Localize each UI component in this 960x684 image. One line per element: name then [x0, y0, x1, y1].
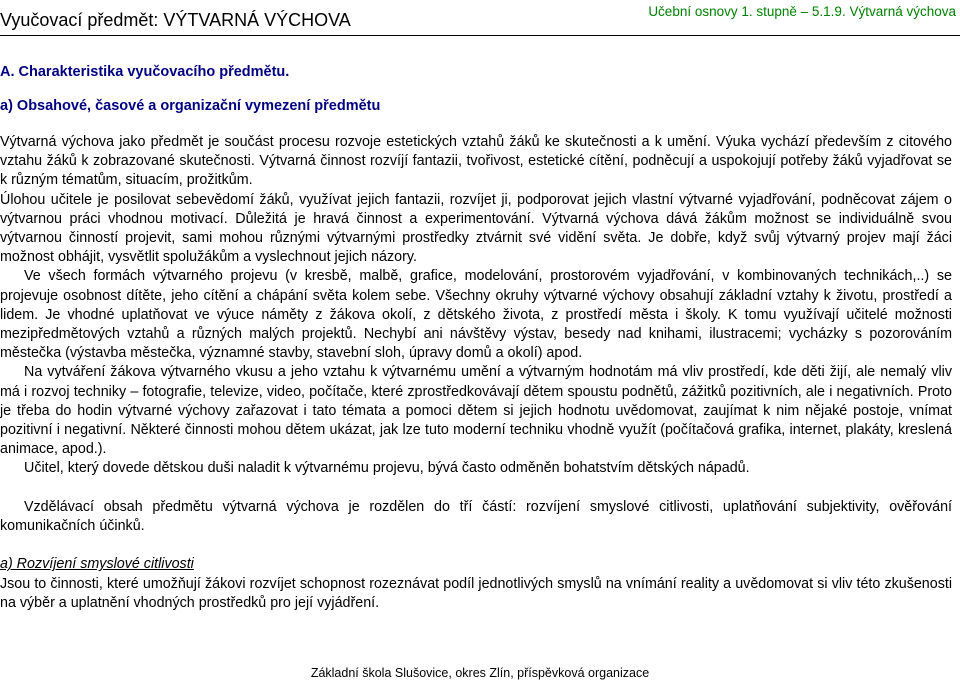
document-body [0, 133, 952, 613]
paragraph: Jsou to činnosti, které umožňují žákovi rozvíjet schopnost rozeznávat podíl jednotlivých smyslů na vnímání reality a uvědomovat si vliv této zkušenosti na výběr a uplatnění vhodných prostředků pro její vyjádření. [0, 575, 952, 611]
paragraph: Na vytváření žákova výtvarného vkusu a jeho vztahu k výtvarnému umění a výtvarným hodnotám má vliv prostředí, kde děti žijí, ale nemalý vliv má i rozvoj techniky – fotografie, televize, video, počítače, které zprostředkovávají dětem spoustu podnětů, zážitků pozitivních, ale i negativních. Proto je třeba do hodin výtvarné výchovy zařazovat i tato témata a pomoci dětem si jejich hodnotu uvědomovat, zaujímat k nim nějaké postoje, vnímat pozitivní i negativní. Některé činnosti mohou dětem ukázat, jak lze tuto moderní techniku vhodně využít (počítačová grafika, internet, plakáty, kreslená animace, apod.). [0, 364, 952, 458]
subject-title: Vyučovací předmět: VÝTVARNÁ VÝCHOVA [0, 10, 351, 30]
paragraph: Výtvarná výchova jako předmět je součást procesu rozvoje estetických vztahů žáků ke skutečnosti a k umění. Výuka vychází především z citového vztahu žáků k zobrazované skutečnosti. Výtvarná činnost rozvíjí fantazii, tvořivost, estetické cítění, podněcují a uspokojují potřeby žáků vyjadřovat se k různým tématům, situacím, prožitkům. [0, 134, 952, 189]
paragraph: Učitel, který dovede dětskou duši naladit k výtvarnému projevu, bývá často odměněn bohatstvím dětských nápadů. [24, 460, 750, 477]
page-header [0, 4, 960, 32]
section-title: A. Charakteristika vyučovacího předmětu. [0, 64, 290, 80]
paragraph: Vzdělávací obsah předmětu výtvarná výchova je rozdělen do tří částí: rozvíjení smyslové citlivosti, uplatňování subjektivity, ověřování komunikačních účinků. [0, 498, 952, 535]
header-divider [0, 35, 960, 36]
curriculum-label: Učební osnovy 1. stupně – 5.1.9. Výtvarná výchova [648, 4, 956, 19]
paragraph: Ve všech formách výtvarného projevu (v kresbě, malbě, grafice, modelování, prostorovém vyjadřování, v kombinovaných technikách,..) se projevuje osobnost dítěte, jeho cítění a chápání světa kolem sebe. Všechny okruhy výtvarné výchovy obsahují základní vztahy k životu, prostředí a lidem. Je vhodné uplatňovat ve výuce náměty z žákova okolí, z dětského života, z prostředí města i školy. K tomu využívají učitelé možnosti mezipředmětových vztahů a různých malých projektů. Nechybí ani návštěvy výstav, besedy nad knihami, ilustracemi; vycházky s pozorováním městečka (výstavba městečka, významné stavby, stavební sloh, úpravy domů a okolí) apod. [0, 268, 952, 362]
subheading [0, 555, 952, 574]
paragraph: Úlohou učitele je posilovat sebevědomí žáků, využívat jejich fantazii, rozvíjet ji, podporovat jejich vlastní výtvarné vyjadřování, podněcovat zájem o výtvarnou práci vhodnou motivací. Důležitá je hravá činnost a experimentování. Výtvarná výchova dává žákům možnost se individuálně svou výtvarnou činností projevit, sami mohou různými výtvarnými prostředky ztvárnit své vidění světa. Je dobře, když svůj výtvarný projev mají žáci možnost obhájit, vysvětlit spolužákům a vyslechnout jejich názory. [0, 191, 952, 266]
subsection-title: a) Obsahové, časové a organizační vymezení předmětu [0, 98, 381, 114]
page-footer: Základní škola Slušovice, okres Zlín, příspěvková organizace [310, 666, 650, 680]
subheading-text: a) Rozvíjení smyslové citlivosti [0, 556, 194, 573]
